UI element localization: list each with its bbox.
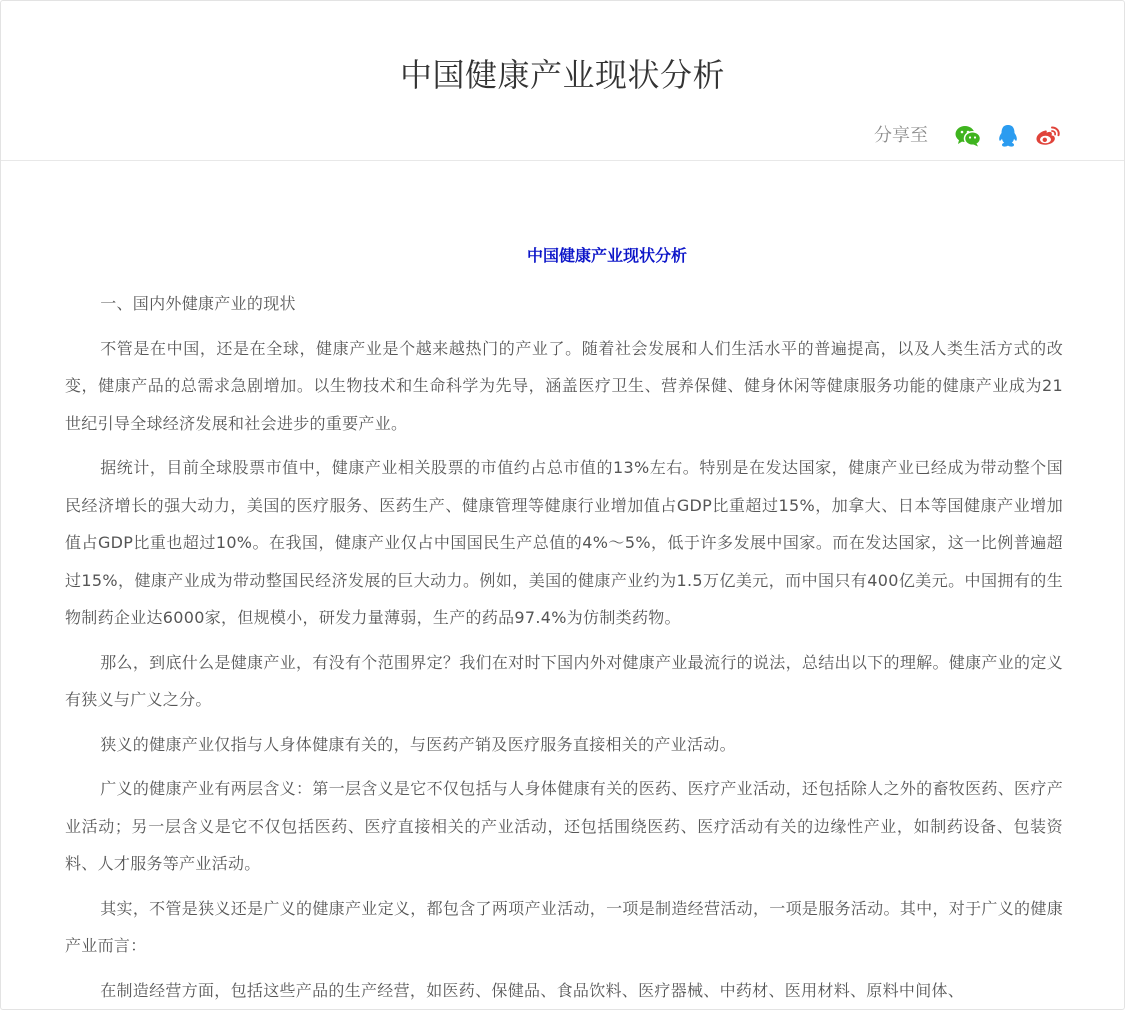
- share-bar: [874, 121, 1062, 151]
- qq-icon[interactable]: [994, 122, 1022, 150]
- article-header: [1, 1, 1124, 161]
- wechat-icon[interactable]: [954, 122, 982, 150]
- paragraph: 其实，不管是狭义还是广义的健康产业定义，都包含了两项产业活动，一项是制造经营活动，一项是服务活动。其中，对于广义的健康产业而言：: [65, 898, 1063, 955]
- paragraph: 在制造经营方面，包括这些产品的生产经营，如医药、保健品、食品饮料、医疗器械、中药材、医用材料、原料中间体、: [100, 980, 965, 1000]
- paragraph: 狭义的健康产业仅指与人身体健康有关的，与医药产销及医疗服务直接相关的产业活动。: [100, 734, 736, 754]
- article-heading: 中国健康产业现状分析: [526, 246, 687, 265]
- article-content: [65, 161, 1063, 1009]
- section-heading: 一、国内外健康产业的现状: [100, 294, 296, 313]
- paragraph: 那么，到底什么是健康产业，有没有个范围界定？我们在对时下国内外对健康产业最流行的说法，总结出以下的理解。健康产业的定义有狭义与广义之分。: [65, 652, 1063, 709]
- weibo-icon[interactable]: [1034, 122, 1062, 150]
- share-label: 分享至: [874, 125, 928, 146]
- paragraph: 不管是在中国，还是在全球，健康产业是个越来越热门的产业了。随着社会发展和人们生活水平的普遍提高，以及人类生活方式的改变，健康产品的总需求急剧增加。以生物技术和生命科学为先导，涵盖医疗卫生、营养保健、健身休闲等健康服务功能的健康产业成为21世纪引导全球经济发展和社会进步的重要产业。: [65, 338, 1063, 433]
- paragraph: 据统计，目前全球股票市值中，健康产业相关股票的市值约占总市值的13%左右。特别是在发达国家，健康产业已经成为带动整个国民经济增长的强大动力，美国的医疗服务、医药生产、健康管理等健康行业增加值占GDP比重超过15%，加拿大、日本等国健康产业增加值占GDP比重也超过10%。在我国，健康产业仅占中国国民生产总值的4%～5%，低于许多发展中国家。而在发达国家，这一比例普遍超过15%，健康产业成为带动整国民经济发展的巨大动力。例如，美国的健康产业约为1.5万亿美元，而中国只有400亿美元。中国拥有的生物制药企业达6000家，但规模小，研发力量薄弱，生产的药品97.4%为仿制类药物。: [65, 458, 1063, 627]
- page-title: 中国健康产业现状分析: [399, 56, 725, 94]
- paragraph: 广义的健康产业有两层含义：第一层含义是它不仅包括与人身体健康有关的医药、医疗产业活动，还包括除人之外的畜牧医药、医疗产业活动；另一层含义是它不仅包括医药、医疗直接相关的产业活动，还包括围绕医药、医疗活动有关的边缘性产业，如制药设备、包装资料、人才服务等产业活动。: [65, 779, 1063, 873]
